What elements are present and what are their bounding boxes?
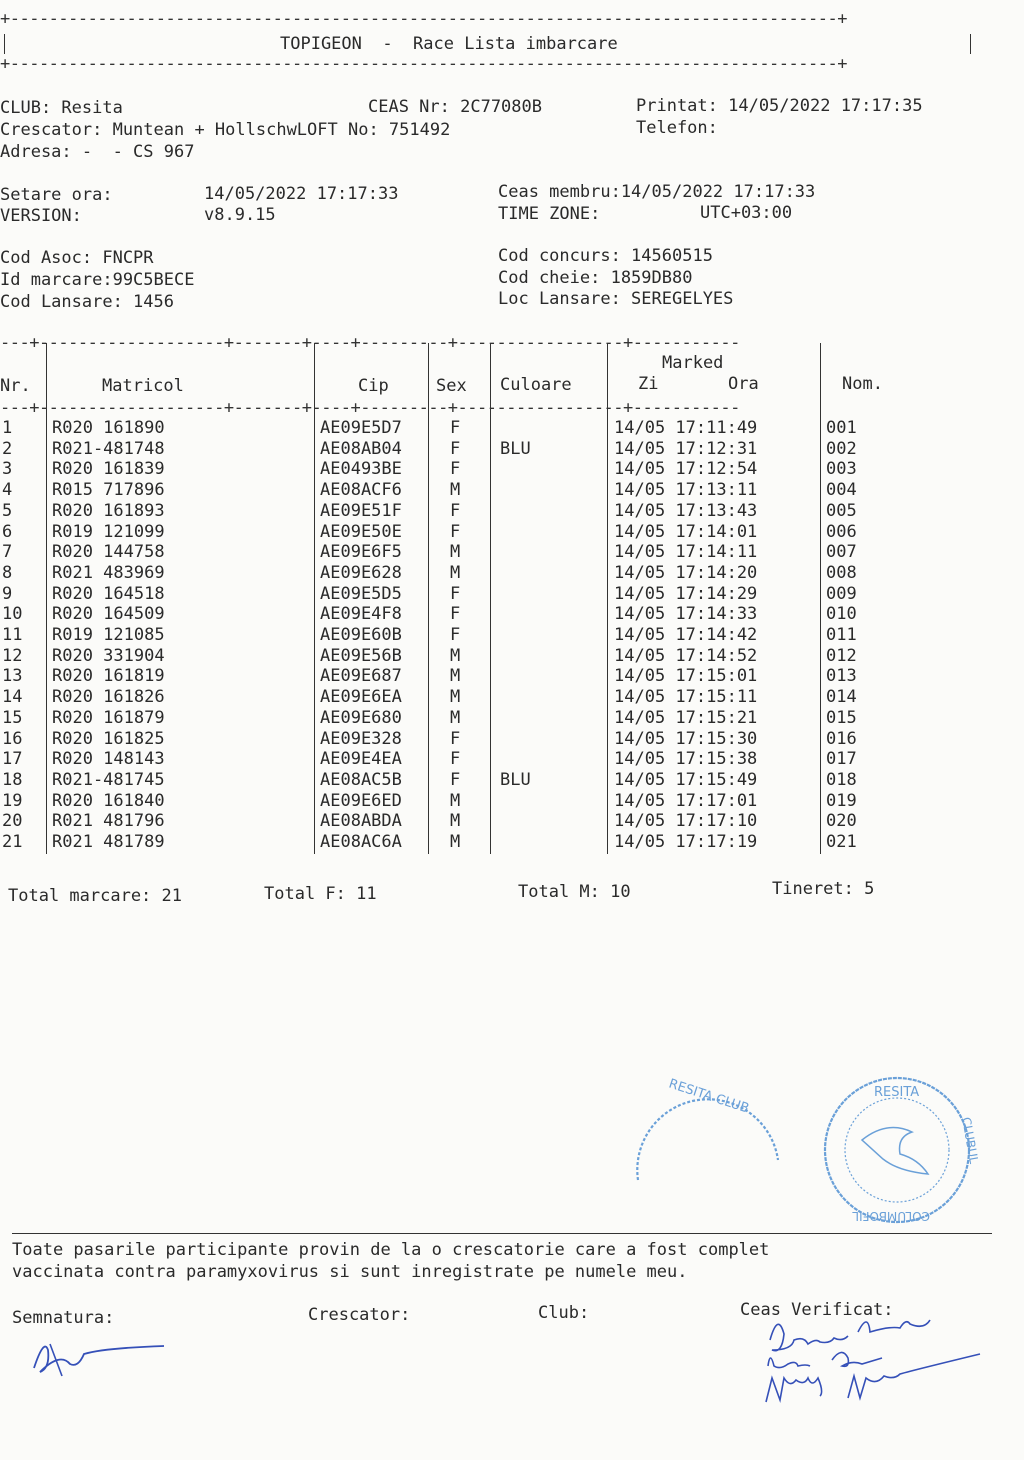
row-nom: 014 <box>826 687 857 708</box>
row-matricol: R019 121085 <box>52 625 165 645</box>
row-marked-time: 14/05 17:14:33 <box>614 604 758 625</box>
contest-code: Cod concurs: 14560515 <box>498 246 713 266</box>
row-culoare: BLU <box>500 438 531 459</box>
set-time-value: 14/05/2022 17:17:33 <box>204 184 399 204</box>
table-row <box>0 501 1000 522</box>
table-row <box>0 418 1000 439</box>
stamp-right-top: RESITA <box>874 1085 920 1100</box>
row-sex: M <box>450 707 461 728</box>
row-nom: 007 <box>826 542 857 563</box>
title-border-top: +-------------------------------------------------------------------------------------+ <box>0 9 847 29</box>
row-sex: F <box>450 604 461 625</box>
row-cip: AE09E628 <box>320 562 402 583</box>
marking-id: Id marcare:99C5BECE <box>0 270 195 290</box>
table-row <box>0 770 1000 791</box>
row-nr: 3 <box>2 459 13 480</box>
table-row <box>0 729 1000 750</box>
header-nom: Nom. <box>842 374 883 394</box>
row-matricol: R020 164509 <box>52 604 165 625</box>
row-cip: AE08AC5B <box>320 769 402 790</box>
row-marked-time: 14/05 17:17:01 <box>614 790 758 811</box>
row-marked-time: 14/05 17:17:19 <box>614 832 758 852</box>
declaration-line-2: vaccinata contra paramyxovirus si sunt inregistrate pe numele meu. <box>12 1262 688 1282</box>
row-nom: 004 <box>826 480 857 501</box>
table-row <box>0 563 1000 584</box>
row-sex: M <box>450 542 461 563</box>
row-nr: 9 <box>2 583 13 604</box>
table-row <box>0 811 1000 832</box>
row-nr: 18 <box>2 769 23 790</box>
row-matricol: R021 483969 <box>52 562 165 583</box>
breeder-signature <box>28 1330 168 1380</box>
row-nr: 11 <box>2 625 23 645</box>
row-marked-time: 14/05 17:17:10 <box>614 811 758 832</box>
row-marked-time: 14/05 17:12:54 <box>614 459 758 480</box>
release-location: Loc Lansare: SEREGELYES <box>498 289 734 309</box>
row-cip: AE09E6ED <box>320 790 402 811</box>
row-culoare: BLU <box>500 769 531 790</box>
row-marked-time: 14/05 17:15:21 <box>614 707 758 728</box>
row-cip: AE08AB04 <box>320 438 402 459</box>
row-nr: 1 <box>2 418 13 438</box>
row-cip: AE08ACF6 <box>320 480 402 501</box>
row-sex: M <box>450 645 461 666</box>
table-row <box>0 625 1000 646</box>
row-nom: 002 <box>826 438 857 459</box>
row-cip: AE09E687 <box>320 666 402 687</box>
row-sex: F <box>450 583 461 604</box>
row-marked-time: 14/05 17:15:38 <box>614 749 758 770</box>
row-sex: F <box>450 418 461 438</box>
row-matricol: R020 161826 <box>52 687 165 708</box>
row-sex: M <box>450 562 461 583</box>
row-sex: M <box>450 811 461 832</box>
row-matricol: R020 161825 <box>52 728 165 749</box>
header-ora: Ora <box>728 374 759 394</box>
address: Adresa: - - CS 967 <box>0 142 195 162</box>
row-marked-time: 14/05 17:14:20 <box>614 562 758 583</box>
row-nr: 2 <box>2 438 13 459</box>
row-sex: F <box>450 625 461 645</box>
row-nom: 011 <box>826 625 857 645</box>
row-marked-time: 14/05 17:14:29 <box>614 583 758 604</box>
row-matricol: R020 161890 <box>52 418 165 438</box>
table-row <box>0 522 1000 543</box>
set-time-label: Setare ora: <box>0 185 113 205</box>
row-sex: F <box>450 728 461 749</box>
row-sex: M <box>450 790 461 811</box>
row-sex: F <box>450 459 461 480</box>
row-cip: AE09E4F8 <box>320 604 402 625</box>
header-nr: Nr. <box>0 376 31 396</box>
row-matricol: R019 121099 <box>52 521 165 542</box>
total-youngsters: Tineret: 5 <box>772 879 875 899</box>
signature-label: Semnatura: <box>12 1308 115 1328</box>
row-nr: 21 <box>2 832 23 852</box>
row-marked-time: 14/05 17:14:01 <box>614 521 758 542</box>
row-nom: 005 <box>826 500 857 521</box>
row-marked-time: 14/05 17:13:11 <box>614 480 758 501</box>
row-nr: 17 <box>2 749 23 770</box>
row-cip: AE09E5D7 <box>320 418 402 438</box>
row-matricol: R020 164518 <box>52 583 165 604</box>
header-matricol: Matricol <box>102 376 184 396</box>
member-clock: Ceas membru:14/05/2022 17:17:33 <box>498 182 816 202</box>
row-nom: 020 <box>826 811 857 832</box>
version-value: v8.9.15 <box>204 205 276 225</box>
header-culoare: Culoare <box>500 375 572 395</box>
row-sex: F <box>450 521 461 542</box>
row-nr: 8 <box>2 562 13 583</box>
row-cip: AE09E51F <box>320 500 402 521</box>
row-nom: 013 <box>826 666 857 687</box>
row-matricol: R020 331904 <box>52 645 165 666</box>
row-sex: F <box>450 769 461 790</box>
row-matricol: R020 148143 <box>52 749 165 770</box>
time-zone-value: UTC+03:00 <box>700 203 793 223</box>
row-cip: AE09E328 <box>320 728 402 749</box>
row-cip: AE09E5D5 <box>320 583 402 604</box>
table-row <box>0 708 1000 729</box>
table-row <box>0 666 1000 687</box>
row-matricol: R020 161893 <box>52 500 165 521</box>
club-label: Club: <box>538 1303 590 1323</box>
row-nom: 006 <box>826 521 857 542</box>
row-cip: AE09E50E <box>320 521 402 542</box>
row-nom: 003 <box>826 459 857 480</box>
row-cip: AE09E4EA <box>320 749 402 770</box>
table-border-top: ---+-------------------+-------+----+---------+-----------------+----------- <box>0 333 740 353</box>
row-matricol: R021-481748 <box>52 438 165 459</box>
row-sex: M <box>450 666 461 687</box>
row-nr: 5 <box>2 500 13 521</box>
table-row <box>0 604 1000 625</box>
row-nr: 7 <box>2 542 13 563</box>
row-sex: F <box>450 500 461 521</box>
row-cip: AE09E60B <box>320 625 402 645</box>
row-matricol: R021 481796 <box>52 811 165 832</box>
row-marked-time: 14/05 17:11:49 <box>614 418 758 438</box>
row-marked-time: 14/05 17:12:31 <box>614 438 758 459</box>
row-cip: AE09E6F5 <box>320 542 402 563</box>
row-marked-time: 14/05 17:14:42 <box>614 625 758 645</box>
row-nr: 16 <box>2 728 23 749</box>
row-nom: 012 <box>826 645 857 666</box>
stamp-right-side: CLUBUL <box>959 1116 981 1165</box>
row-nom: 015 <box>826 707 857 728</box>
row-matricol: R020 161839 <box>52 459 165 480</box>
row-marked-time: 14/05 17:13:43 <box>614 500 758 521</box>
key-code: Cod cheie: 1859DB80 <box>498 268 693 288</box>
total-males: Total M: 10 <box>518 882 631 902</box>
row-sex: M <box>450 687 461 708</box>
row-sex: F <box>450 438 461 459</box>
table-border-mid: ---+-------------------+-------+----+---------+-----------------+----------- <box>0 398 740 418</box>
table-row <box>0 687 1000 708</box>
row-sex: M <box>450 480 461 501</box>
row-matricol: R020 161879 <box>52 707 165 728</box>
row-matricol: R020 161819 <box>52 666 165 687</box>
row-marked-time: 14/05 17:15:30 <box>614 728 758 749</box>
header-cip: Cip <box>358 376 389 396</box>
row-nr: 20 <box>2 811 23 832</box>
table-row <box>0 646 1000 667</box>
row-cip: AE08ABDA <box>320 811 402 832</box>
row-matricol: R021 481789 <box>52 832 165 852</box>
header-zi: Zi <box>638 374 659 394</box>
club-stamp-right <box>812 1070 988 1230</box>
row-marked-time: 14/05 17:15:01 <box>614 666 758 687</box>
row-matricol: R015 717896 <box>52 480 165 501</box>
row-cip: AE0493BE <box>320 459 402 480</box>
title-border-left <box>4 34 5 54</box>
clock-verified-label: Ceas Verificat: <box>740 1300 894 1320</box>
row-marked-time: 14/05 17:15:11 <box>614 687 758 708</box>
breeder-label: Crescator: <box>308 1305 411 1325</box>
declaration-line-1: Toate pasarile participante provin de la o crescatorie care a fost complet <box>12 1240 770 1260</box>
stamp-left-text: RESITA CLUB <box>666 1076 751 1117</box>
stamp-right-bottom: COLUMBOFIL <box>852 1209 930 1223</box>
row-nom: 019 <box>826 790 857 811</box>
row-matricol: R021-481745 <box>52 769 165 790</box>
row-nr: 13 <box>2 666 23 687</box>
table-row <box>0 439 1000 460</box>
total-females: Total F: 11 <box>264 884 377 904</box>
page-title: TOPIGEON - Race Lista imbarcare <box>280 34 618 54</box>
phone: Telefon: <box>636 118 718 138</box>
footer-rule <box>12 1233 992 1234</box>
row-nr: 6 <box>2 521 13 542</box>
table-row <box>0 459 1000 480</box>
row-nom: 018 <box>826 769 857 790</box>
row-nom: 016 <box>826 728 857 749</box>
total-marked: Total marcare: 21 <box>8 886 182 906</box>
row-sex: M <box>450 832 461 852</box>
row-cip: AE09E56B <box>320 645 402 666</box>
release-code: Cod Lansare: 1456 <box>0 292 174 312</box>
table-row <box>0 584 1000 605</box>
row-nom: 010 <box>826 604 857 625</box>
breeder-loft: Crescator: Muntean + HollschwLOFT No: 751492 <box>0 120 451 140</box>
table-row <box>0 832 1000 853</box>
club-name: CLUB: Resita <box>0 98 123 118</box>
row-nom: 009 <box>826 583 857 604</box>
row-nom: 001 <box>826 418 857 438</box>
table-row <box>0 480 1000 501</box>
row-matricol: R020 144758 <box>52 542 165 563</box>
table-row <box>0 542 1000 563</box>
assoc-code: Cod Asoc: FNCPR <box>0 248 154 268</box>
ceas-number: CEAS Nr: 2C77080B <box>368 97 542 117</box>
title-border-bottom: +-------------------------------------------------------------------------------------+ <box>0 54 847 74</box>
printed-date: Printat: 14/05/2022 17:17:35 <box>636 96 923 116</box>
row-sex: F <box>450 749 461 770</box>
title-border-right <box>970 34 971 54</box>
header-sex: Sex <box>436 376 467 396</box>
table-row <box>0 791 1000 812</box>
version-label: VERSION: <box>0 206 82 226</box>
row-nr: 10 <box>2 604 23 625</box>
row-nom: 008 <box>826 562 857 583</box>
row-matricol: R020 161840 <box>52 790 165 811</box>
header-marked: Marked <box>662 353 724 373</box>
time-zone-label: TIME ZONE: <box>498 204 601 224</box>
row-cip: AE09E680 <box>320 707 402 728</box>
club-stamp-left <box>618 1070 798 1220</box>
row-nr: 19 <box>2 790 23 811</box>
row-cip: AE09E6EA <box>320 687 402 708</box>
row-marked-time: 14/05 17:15:49 <box>614 769 758 790</box>
row-nom: 021 <box>826 832 857 852</box>
row-marked-time: 14/05 17:14:52 <box>614 645 758 666</box>
row-nr: 12 <box>2 645 23 666</box>
row-marked-time: 14/05 17:14:11 <box>614 542 758 563</box>
row-nr: 14 <box>2 687 23 708</box>
row-nom: 017 <box>826 749 857 770</box>
row-nr: 15 <box>2 707 23 728</box>
row-cip: AE08AC6A <box>320 832 402 852</box>
row-nr: 4 <box>2 480 13 501</box>
verifier-signatures <box>758 1310 988 1420</box>
table-row <box>0 749 1000 770</box>
